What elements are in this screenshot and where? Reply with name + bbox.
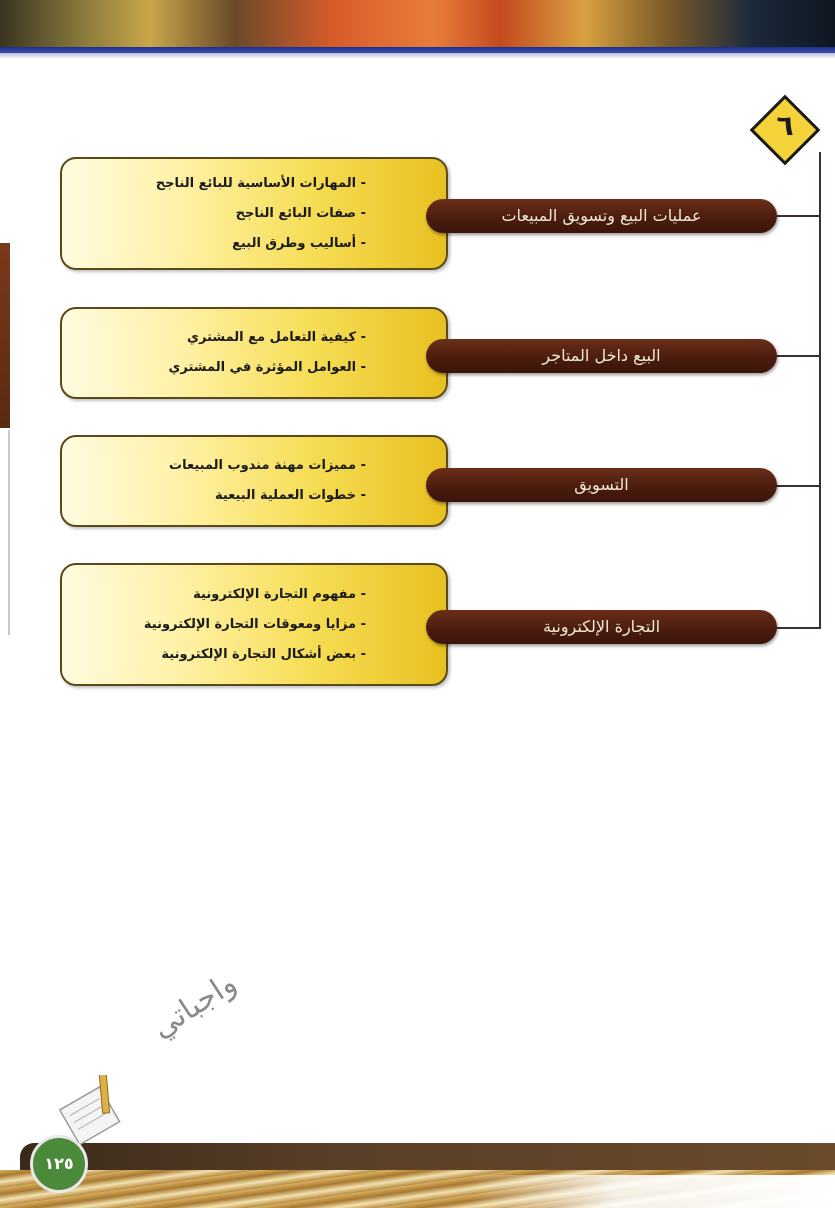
topic-point: - مفهوم التجارة الإلكترونية	[193, 586, 366, 602]
connector-vertical	[819, 152, 821, 629]
connector-branch	[775, 215, 821, 217]
footer-fade	[470, 1175, 835, 1208]
topic-point: - كيفية التعامل مع المشتري	[187, 330, 366, 345]
left-page-edge-line	[8, 430, 10, 635]
topic-point: - مزايا ومعوقات التجارة الإلكترونية	[143, 616, 366, 632]
topic-point: - خطوات العملية البيعية	[214, 488, 366, 503]
notebook-pencil-icon	[55, 1075, 135, 1145]
topic-title: التجارة الإلكترونية	[426, 610, 777, 644]
topic-points-box	[60, 157, 448, 270]
topic-title: البيع داخل المتاجر	[426, 339, 777, 373]
header-photo-banner	[0, 0, 835, 48]
unit-number: ٦	[776, 109, 794, 142]
left-page-edge	[0, 243, 10, 428]
topic-points-list	[169, 437, 366, 525]
topic-points-list	[144, 565, 366, 684]
topic-point: - العوامل المؤثرة في المشتري	[168, 360, 366, 375]
topic-points-box	[60, 307, 448, 399]
connector-branch	[775, 627, 821, 629]
topic-point: - صفات البائع الناجح	[235, 205, 366, 221]
topic-point: - المهارات الأساسية للبائع الناجح	[155, 175, 366, 191]
topic-title: التسويق	[426, 468, 777, 502]
topic-points-list	[156, 159, 366, 268]
topic-points-box	[60, 435, 448, 527]
topic-point: - مميزات مهنة مندوب المبيعات	[169, 458, 366, 473]
footer-bar	[20, 1143, 835, 1173]
topic-points-box	[60, 563, 448, 686]
connector-branch	[775, 485, 821, 487]
watermark-text: واجباتي	[145, 965, 243, 1046]
connector-branch	[775, 355, 821, 357]
page-number: ١٢٥	[30, 1135, 88, 1193]
header-shadow	[0, 53, 835, 59]
topic-title: عمليات البيع وتسويق المبيعات	[426, 199, 777, 233]
topic-point: - بعض أشكال التجارة الإلكترونية	[161, 646, 366, 662]
topic-point: - أساليب وطرق البيع	[232, 235, 366, 251]
topic-points-list	[168, 309, 366, 397]
